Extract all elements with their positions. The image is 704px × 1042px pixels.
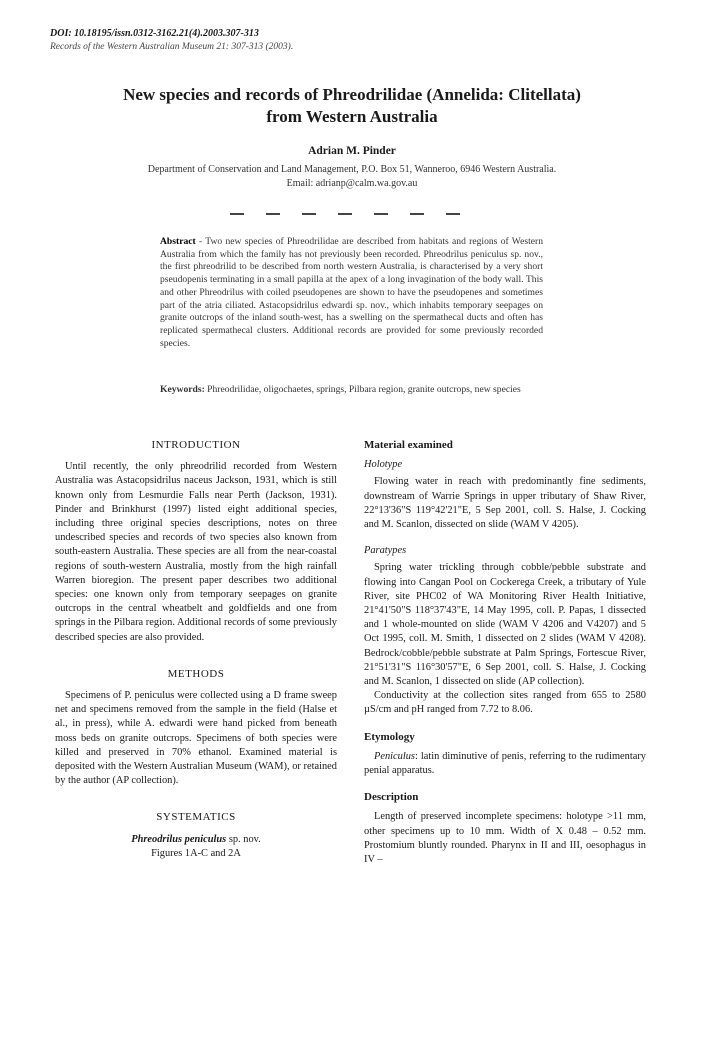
species-name: [55, 833, 337, 847]
title-line-1: New species and records of Phreodrilidae (Annelida: Clitellata): [123, 85, 581, 104]
methods-heading: METHODS: [167, 667, 225, 680]
right-column: [364, 438, 646, 867]
introduction-text: Until recently, the only phreodrilid recorded from Western Australia was Astacopsidrilus naceus Jackson, 1931, which is still known only from Lesmurdie Falls near Perth (Jackson, 1931). Pinder and Brinkhurst (1997) listed eight additional species, including three original species descriptions, notes on three undescribed species and records of two species also known from south-eastern Australia. These species are all from the near-coastal regions of south-western Australia, mostly from the high rainfall Warren bioregion. The present paper describes two additional species: one known only from temporary seepages on granite outcrops in the central wheatbelt and goldfields and one from springs in the Pilbara region. Additional records of some previously described species are also provided.: [55, 461, 337, 643]
holotype-text: Flowing water in reach with predominantly fine sediments, downstream of Warrie Springs in upper tributary of Shaw River, 22°13'36"S 119°42'21"E, 5 Sep 2001, coll. S. Halse, J. Cocking and M. Scanlon, dissected on slide (WAM V 4205).: [364, 476, 646, 531]
paratypes-label: Paratypes: [364, 545, 407, 557]
species-suffix: sp. nov.: [226, 833, 261, 845]
keywords: [160, 384, 543, 397]
introduction-heading: INTRODUCTION: [151, 439, 241, 451]
etymology-term: Peniculus: [374, 750, 415, 762]
journal-citation: Records of the Western Australian Museum 21: 307-313 (2003).: [50, 42, 294, 52]
author-name: Adrian M. Pinder: [308, 145, 396, 157]
paratypes-text: Spring water trickling through cobble/pebble substrate and flowing into Cangan Pool on Cockerega Creek, a tributary of Yule River, site PHC02 of WA Monitoring River Health Initiative, 21°41'50"S 118°37'43"E, 14 May 1995, coll. P. Papas, 1 dissected and 1 whole-mounted on slide (WAM V 4206 and V4207) and 5 Oct 1995, coll. M. Smith, 1 dissected on 2 slides (WAM V 4208). Bedrock/cobble/pebble substrate at Palm Springs, Fortescue River, 21°51'31"S 116°30'57"E, 6 Sep 2001, coll. S. Halse, J. Cocking and M. Scanlon, 1 dissected on slide (AP collection).: [364, 562, 646, 688]
keywords-text: Phreodrilidae, oligochaetes, springs, Pilbara region, granite outcrops, new species: [204, 384, 521, 395]
material-heading: Material examined: [364, 439, 453, 451]
abstract-label: Abstract: [160, 236, 196, 247]
abstract-text: - Two new species of Phreodrilidae are described from habitats and regions of Western Australia from which the family has not previously been recorded. Phreodrilus peniculus sp. nov., the first phreodrilid to be described from north western Australia, is characterised by a very short pseudopenis terminating in a small papilla at the apex of a long invagination of the body wall. This and other Phreodrilus with coiled pseudopenes are shown to have the pseudopenes and sometimes part of the atria ciliated. Astacopsidrilus edwardi sp. nov., which inhabits temporary seepages on granite outcrops of the inland south-west, has a swelling on the spermathecal ducts and often has replicated spermathecal clusters. Additional records are provided for some previously recorded species.: [160, 236, 543, 349]
paper-title: [60, 84, 644, 128]
affiliation: [80, 163, 624, 191]
title-line-2: from Western Australia: [266, 107, 438, 126]
etymology-definition: : latin diminutive of penis, referring to the rudimentary penial apparatus.: [364, 750, 646, 777]
abstract: [160, 236, 543, 350]
methods-text: Specimens of P. peniculus were collected using a D frame sweep net and specimens removed from the sample in the field (Halse et al., in press), while A. edwardi were hand picked from beneath moss beds on granite outcrops. Specimens of both species were killed and preserved in 70% ethanol. Examined material is deposited with the Western Australian Museum (WAM), or retained by the author (AP collection).: [55, 690, 337, 787]
doi-line: DOI: 10.18195/issn.0312-3162.21(4).2003.307-313: [50, 28, 259, 39]
left-column: [55, 438, 337, 861]
keywords-label: Keywords:: [160, 384, 205, 395]
affiliation-email: Email: adrianp@calm.wa.gov.au: [286, 178, 418, 189]
affiliation-address: Department of Conservation and Land Management, P.O. Box 51, Wanneroo, 6946 Western Australia.: [147, 164, 557, 175]
etymology-text: [364, 750, 646, 778]
etymology-heading: Etymology: [364, 730, 415, 743]
conductivity-text: Conductivity at the collection sites ranged from 655 to 2580 µS/cm and pH ranged from 7.72 to 8.06.: [364, 690, 646, 716]
species-figures: Figures 1A-C and 2A: [151, 847, 241, 859]
section-divider: [230, 213, 470, 215]
holotype-label: Holotype: [364, 459, 403, 471]
description-heading: Description: [364, 791, 419, 804]
systematics-heading: SYSTEMATICS: [156, 811, 236, 824]
species-binomial: Phreodrilus peniculus: [131, 833, 227, 845]
description-text: Length of preserved incomplete specimens: holotype >11 mm, other specimens up to 10 mm. Width of X 0.48 – 0.52 mm. Prostomium bluntly rounded. Pharynx in II and III, oesophagus in IV –: [364, 811, 646, 866]
